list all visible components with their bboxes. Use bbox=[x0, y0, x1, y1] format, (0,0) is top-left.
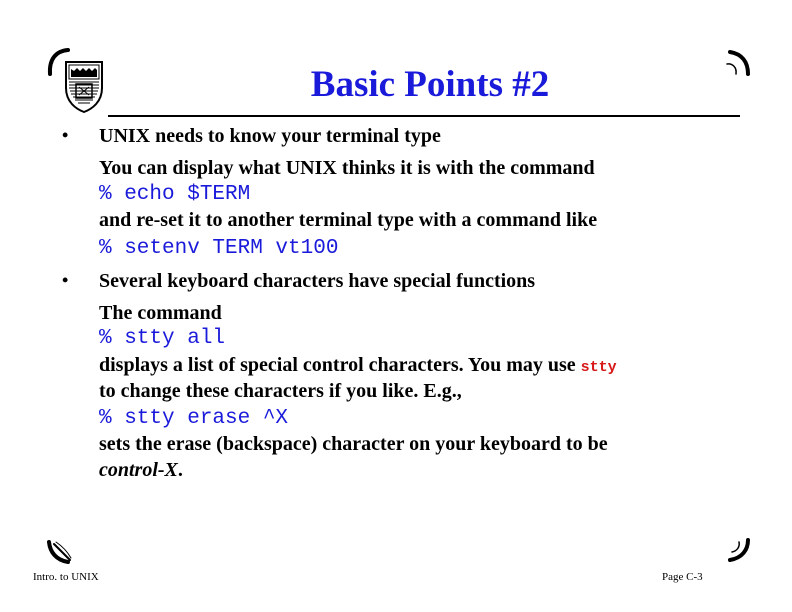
command-text: % stty erase ^X bbox=[99, 407, 289, 430]
inline-command: stty bbox=[580, 359, 617, 376]
body-text: The command bbox=[99, 302, 222, 324]
command-text: % setenv TERM vt100 bbox=[99, 237, 339, 260]
body-text-segment: . bbox=[177, 459, 183, 481]
italic-term: control-X bbox=[99, 459, 178, 481]
page-title: Basic Points #2 bbox=[310, 64, 550, 105]
bullet-heading: Several keyboard characters have special functions bbox=[99, 270, 536, 292]
quill-pen-icon bbox=[44, 536, 74, 566]
body-text: and re-set it to another terminal type with a command like bbox=[99, 209, 598, 231]
body-text: to change these characters if you like. E.g., bbox=[99, 380, 462, 402]
bullet-heading: UNIX needs to know your terminal type bbox=[99, 125, 441, 147]
corner-bracket-icon bbox=[724, 48, 754, 78]
title-rule bbox=[108, 115, 740, 117]
body-text: You can display what UNIX thinks it is with the command bbox=[99, 157, 595, 179]
footer-course-title: Intro. to UNIX bbox=[33, 571, 99, 583]
body-text bbox=[99, 352, 617, 381]
command-text: % stty all bbox=[99, 327, 226, 350]
body-text: sets the erase (backspace) character on your keyboard to be bbox=[99, 433, 608, 455]
crest-icon bbox=[62, 58, 106, 114]
corner-bracket-icon bbox=[722, 536, 754, 566]
footer-page-number: Page C-3 bbox=[662, 571, 703, 583]
body-text-segment: displays a list of special control characters. You may use bbox=[99, 354, 576, 376]
bullet-marker: • bbox=[62, 270, 69, 290]
body-text bbox=[99, 457, 183, 483]
bullet-marker: • bbox=[62, 125, 69, 145]
command-text: % echo $TERM bbox=[99, 183, 251, 206]
